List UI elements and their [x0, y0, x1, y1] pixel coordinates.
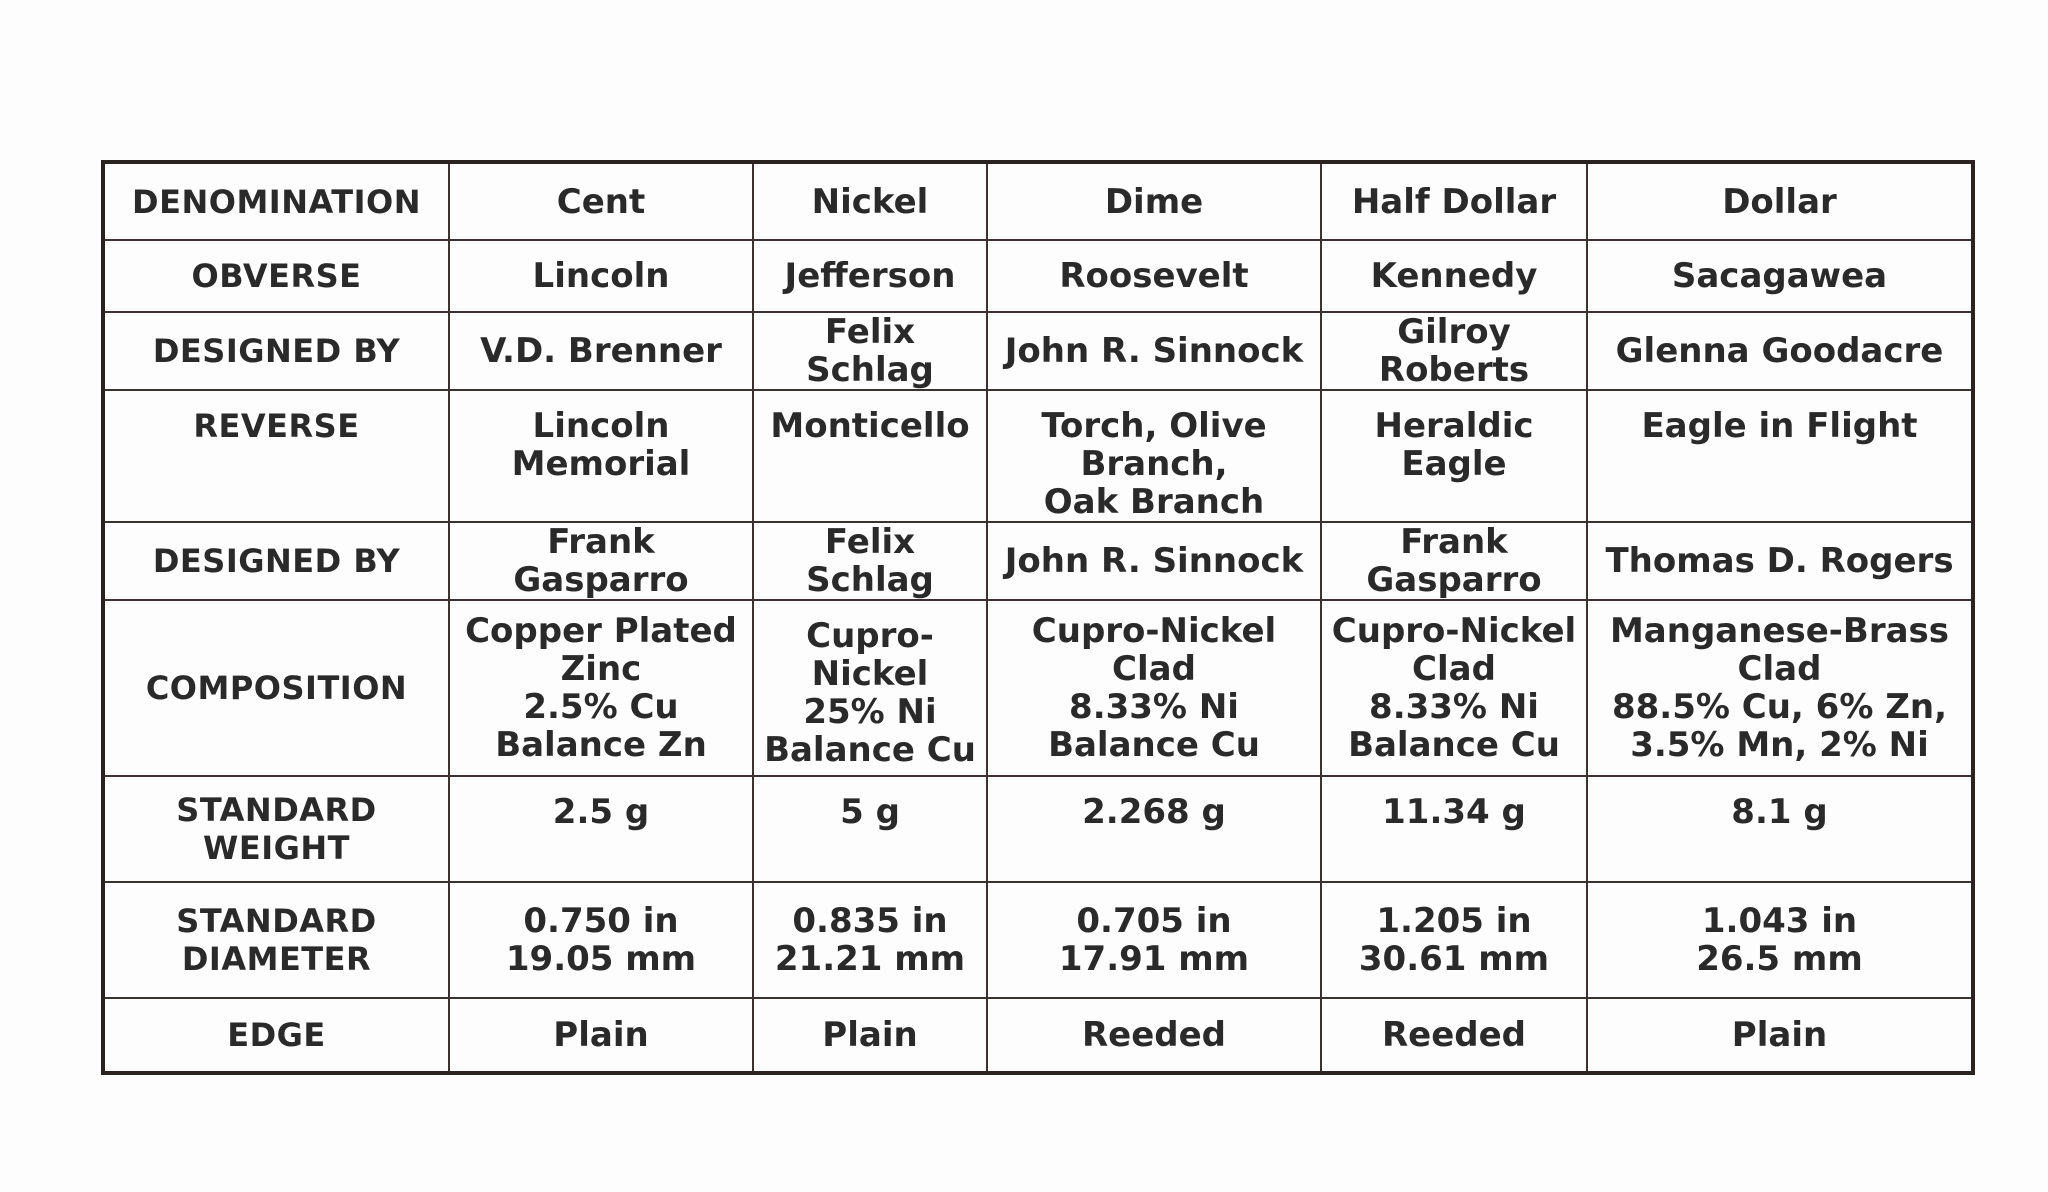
- table-cell: Monticello: [753, 390, 987, 522]
- row-label: REVERSE: [103, 390, 449, 522]
- table-cell: Plain: [449, 998, 753, 1073]
- table-cell: Half Dollar: [1321, 162, 1587, 240]
- table-cell: 5 g: [753, 776, 987, 882]
- row-label: DESIGNED BY: [103, 522, 449, 600]
- table-cell: 0.835 in 21.21 mm: [753, 882, 987, 998]
- row-label: DESIGNED BY: [103, 312, 449, 390]
- table-cell: Torch, Olive Branch, Oak Branch: [987, 390, 1321, 522]
- table-cell: 0.750 in 19.05 mm: [449, 882, 753, 998]
- table-cell: Roosevelt: [987, 240, 1321, 312]
- table-cell: Gilroy Roberts: [1321, 312, 1587, 390]
- table-cell: Plain: [1587, 998, 1973, 1073]
- table-cell: 1.043 in 26.5 mm: [1587, 882, 1973, 998]
- coin-specifications-table: [101, 160, 1975, 1075]
- table-row-edge: [103, 998, 1973, 1073]
- table-row-weight: [103, 776, 1973, 882]
- row-label: OBVERSE: [103, 240, 449, 312]
- table-cell: V.D. Brenner: [449, 312, 753, 390]
- row-label: STANDARD DIAMETER: [103, 882, 449, 998]
- table-cell: Glenna Goodacre: [1587, 312, 1973, 390]
- table-cell: Copper Plated Zinc 2.5% Cu Balance Zn: [449, 600, 753, 776]
- row-label: DENOMINATION: [103, 162, 449, 240]
- table-cell: 0.705 in 17.91 mm: [987, 882, 1321, 998]
- row-label: COMPOSITION: [103, 600, 449, 776]
- table-cell: 1.205 in 30.61 mm: [1321, 882, 1587, 998]
- table-cell: Jefferson: [753, 240, 987, 312]
- table-row-composition: [103, 600, 1973, 776]
- table-cell: Cupro-Nickel Clad 8.33% Ni Balance Cu: [1321, 600, 1587, 776]
- table-cell: 2.5 g: [449, 776, 753, 882]
- table-cell: 8.1 g: [1587, 776, 1973, 882]
- table-cell: Frank Gasparro: [1321, 522, 1587, 600]
- table-cell: Felix Schlag: [753, 522, 987, 600]
- table-cell: Plain: [753, 998, 987, 1073]
- table-cell: Cupro-Nickel 25% Ni Balance Cu: [753, 600, 987, 776]
- table-cell: Cent: [449, 162, 753, 240]
- table-cell: Nickel: [753, 162, 987, 240]
- table-cell: Reeded: [1321, 998, 1587, 1073]
- table-cell: Lincoln Memorial: [449, 390, 753, 522]
- table-cell: Heraldic Eagle: [1321, 390, 1587, 522]
- table-row-reverse-designer: [103, 522, 1973, 600]
- table-cell: Lincoln: [449, 240, 753, 312]
- table-cell: Thomas D. Rogers: [1587, 522, 1973, 600]
- table-cell: Sacagawea: [1587, 240, 1973, 312]
- table-cell: Dime: [987, 162, 1321, 240]
- table-row-diameter: [103, 882, 1973, 998]
- table-cell: Cupro-Nickel Clad 8.33% Ni Balance Cu: [987, 600, 1321, 776]
- table-cell: John R. Sinnock: [987, 522, 1321, 600]
- table-cell: John R. Sinnock: [987, 312, 1321, 390]
- table-cell: Reeded: [987, 998, 1321, 1073]
- table-row-denomination: [103, 162, 1973, 240]
- table-cell: 2.268 g: [987, 776, 1321, 882]
- table-cell: Dollar: [1587, 162, 1973, 240]
- table-cell: Manganese-Brass Clad 88.5% Cu, 6% Zn, 3.5% Mn, 2% Ni: [1587, 600, 1973, 776]
- table-row-obverse-designer: [103, 312, 1973, 390]
- row-label: STANDARD WEIGHT: [103, 776, 449, 882]
- table-row-obverse: [103, 240, 1973, 312]
- row-label: EDGE: [103, 998, 449, 1073]
- table-cell: 11.34 g: [1321, 776, 1587, 882]
- table-row-reverse: [103, 390, 1973, 522]
- table-cell: Frank Gasparro: [449, 522, 753, 600]
- table-cell: Felix Schlag: [753, 312, 987, 390]
- table-cell: Kennedy: [1321, 240, 1587, 312]
- table-cell: Eagle in Flight: [1587, 390, 1973, 522]
